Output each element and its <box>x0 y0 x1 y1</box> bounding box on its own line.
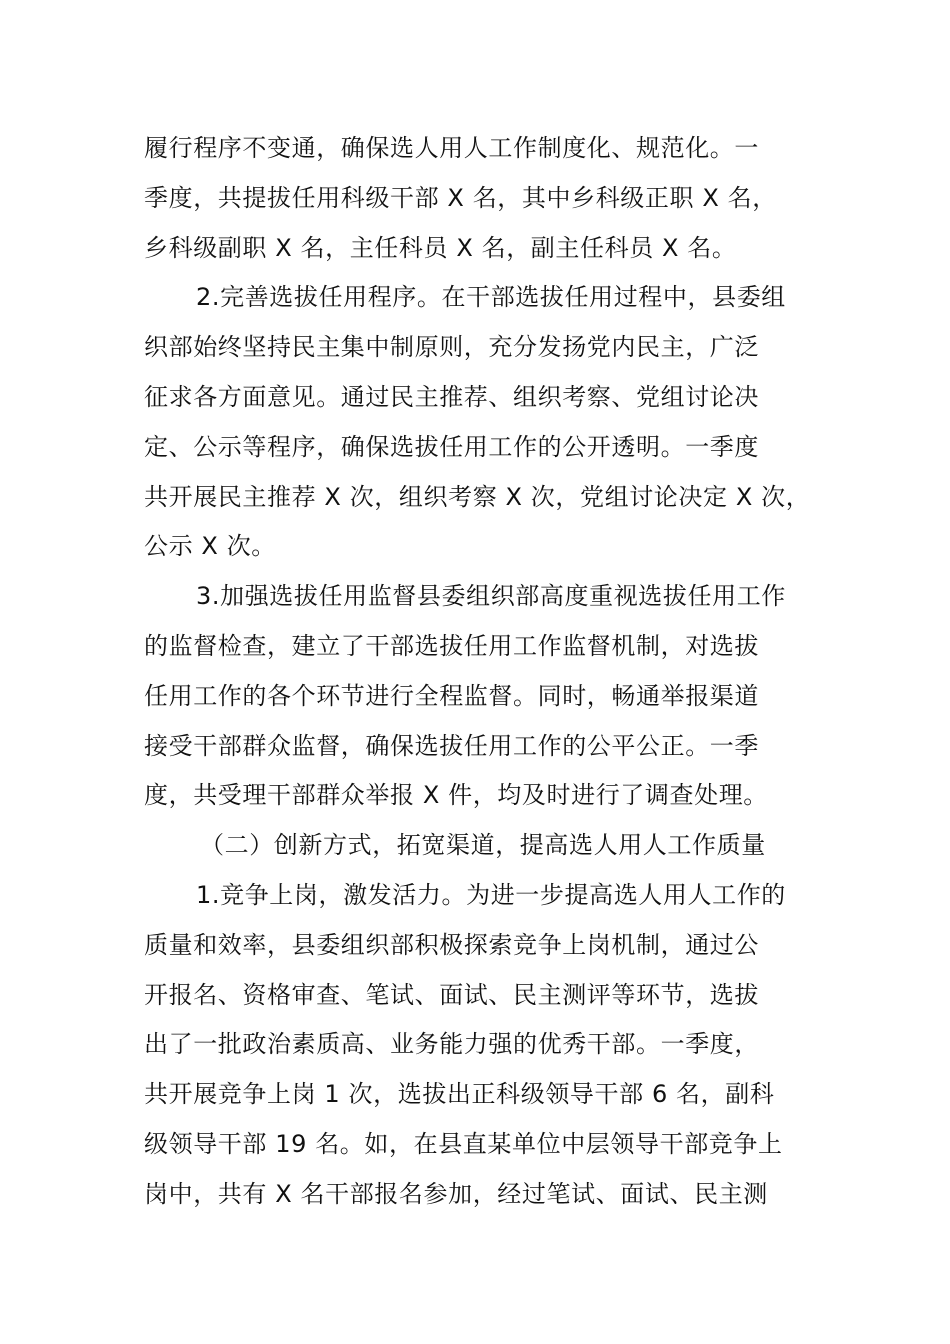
text-line: 公示 X 次。 <box>144 532 276 561</box>
text-line: 任用工作的各个环节进行全程监督。同时，畅通举报渠道 <box>144 681 759 710</box>
text-line: 出了一批政治素质高、业务能力强的优秀干部。一季度， <box>144 1030 759 1059</box>
text-line: 定、公示等程序，确保选拔任用工作的公开透明。一季度 <box>144 432 759 461</box>
text-line: 开报名、资格审查、笔试、面试、民主测评等环节，选拔 <box>144 980 759 1009</box>
text-line: 履行程序不变通，确保选人用人工作制度化、规范化。一 <box>144 134 759 162</box>
text-line: 级领导干部 19 名。如，在县直某单位中层领导干部竞争上 <box>144 1129 783 1158</box>
paragraph-start-line: 2.完善选拔任用程序。在干部选拔任用过程中，县委组 <box>196 283 786 312</box>
document-body <box>144 124 820 1220</box>
text-line: 岗中，共有 X 名干部报名参加，经过笔试、面试、民主测 <box>144 1179 768 1208</box>
text-line: 接受干部群众监督，确保选拔任用工作的公平公正。一季 <box>144 731 759 760</box>
text-line: 季度，共提拔任用科级干部 X 名，其中乡科级正职 X 名， <box>144 183 777 212</box>
text-line: 乡科级副职 X 名，主任科员 X 名，副主任科员 X 名。 <box>144 233 737 262</box>
text-line: 的监督检查，建立了干部选拔任用工作监督机制，对选拔 <box>144 631 759 660</box>
text-line: 质量和效率，县委组织部积极探索竞争上岗机制，通过公 <box>144 930 759 959</box>
section-heading: （二）创新方式，拓宽渠道，提高选人用人工作质量 <box>200 831 766 860</box>
paragraph-start-line: 1.竞争上岗，激发活力。为进一步提高选人用人工作的 <box>196 880 786 909</box>
text-line: 共开展民主推荐 X 次，组织考察 X 次，党组讨论决定 X 次， <box>144 482 811 511</box>
text-line: 织部始终坚持民主集中制原则，充分发扬党内民主，广泛 <box>144 333 759 362</box>
text-line: 度，共受理干部群众举报 X 件，均及时进行了调查处理。 <box>144 781 768 810</box>
text-line: 共开展竞争上岗 1 次，选拔出正科级领导干部 6 名，副科 <box>144 1080 775 1109</box>
paragraph-start-line: 3.加强选拔任用监督县委组织部高度重视选拔任用工作 <box>196 582 786 611</box>
text-line: 征求各方面意见。通过民主推荐、组织考察、党组讨论决 <box>144 382 759 411</box>
